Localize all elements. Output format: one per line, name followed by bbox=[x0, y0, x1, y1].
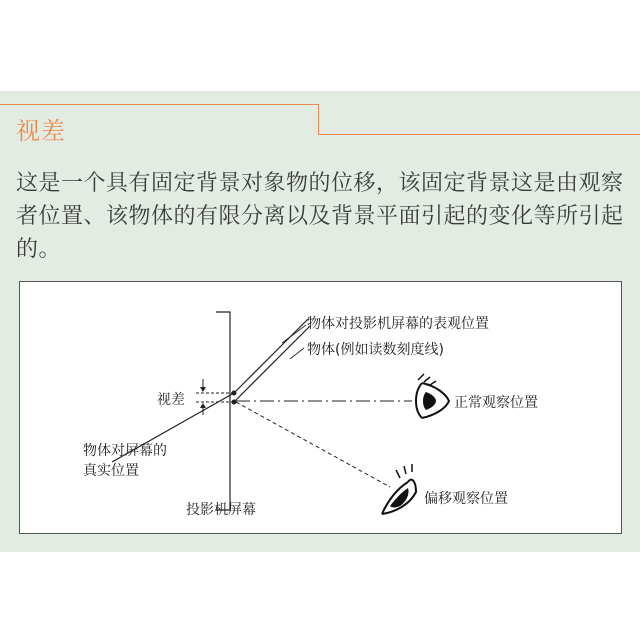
parallax-diagram bbox=[19, 281, 622, 534]
parallax-diagram-svg bbox=[20, 282, 623, 535]
leader-object bbox=[290, 348, 304, 359]
title-rule-left bbox=[0, 104, 318, 105]
true-point bbox=[232, 400, 237, 405]
label-parallax: 视差 bbox=[157, 392, 185, 408]
normal-eye-icon bbox=[416, 374, 449, 418]
label-normal-view: 正常观察位置 bbox=[454, 395, 538, 411]
parallax-arrowhead-up bbox=[200, 403, 206, 408]
label-apparent-position: 物体对投影机屏幕的表观位置 bbox=[307, 316, 489, 332]
parallax-arrowhead-down bbox=[200, 387, 206, 392]
section-description: 这是一个具有固定背景对象物的位移，该固定背景这是由观察者位置、该物体的有限分离以及背景平面引起的变化等所引起的。 bbox=[16, 171, 624, 262]
label-screen: 投影机屏幕 bbox=[186, 502, 256, 518]
offset-line-of-sight bbox=[236, 402, 390, 487]
label-true-position-2: 真实位置 bbox=[83, 463, 139, 479]
object-line bbox=[234, 326, 310, 402]
section-title: 视差 bbox=[16, 117, 66, 145]
apparent-position-line bbox=[234, 319, 308, 393]
title-rule-right bbox=[318, 104, 640, 135]
screen-bracket bbox=[216, 312, 230, 510]
offset-eye-icon bbox=[382, 464, 416, 514]
label-true-position-1: 物体对屏幕的 bbox=[83, 443, 167, 459]
label-offset-view: 偏移观察位置 bbox=[424, 491, 508, 507]
apparent-point bbox=[232, 391, 237, 396]
label-object: 物体(例如读数刻度线) bbox=[307, 342, 444, 358]
